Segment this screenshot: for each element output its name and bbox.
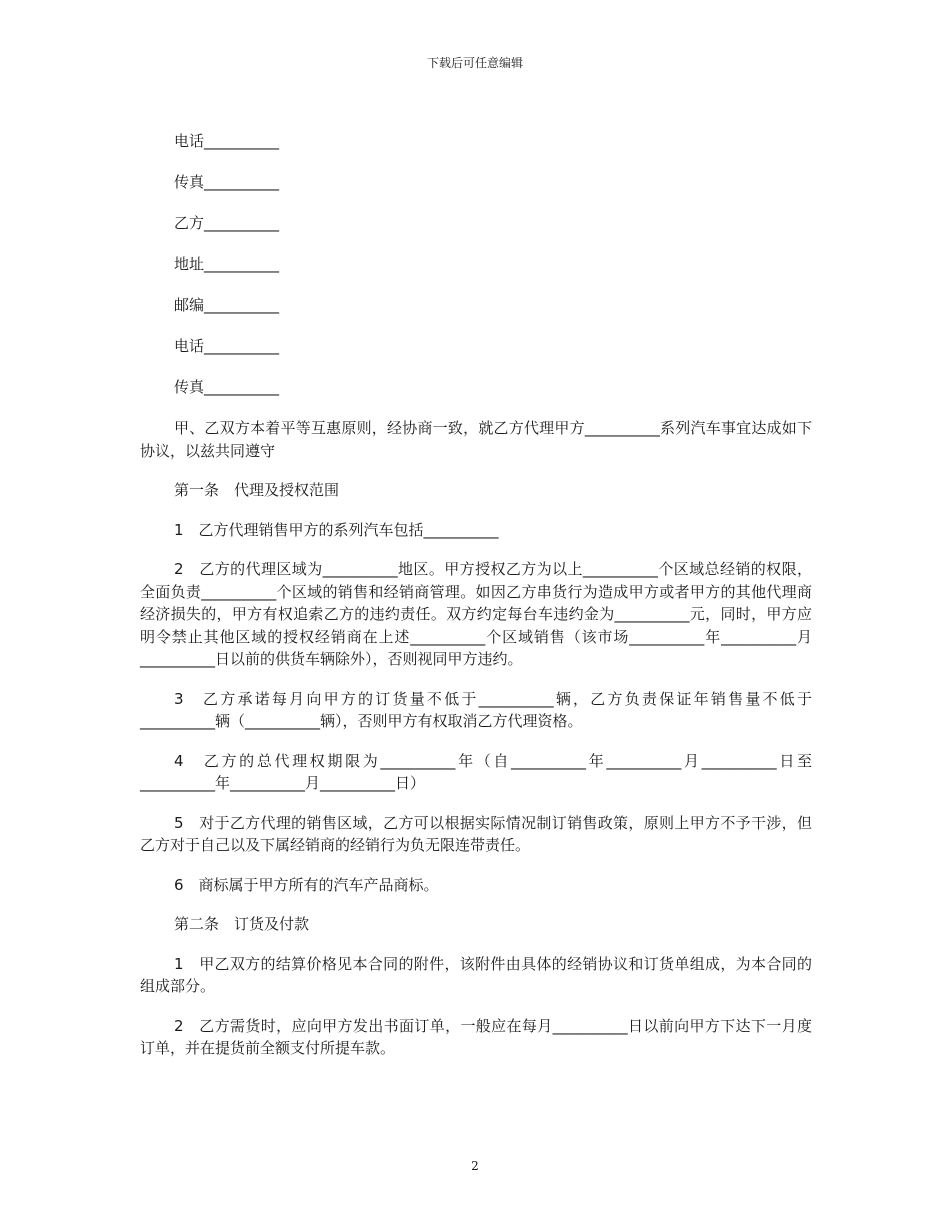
- clause-paragraph: 5 对于乙方代理的销售区域，乙方可以根据实际情况制订销售政策，原则上甲方不予干涉，但乙方对于自己以及下属经销商的经销行为负无限连带责任。: [140, 813, 812, 854]
- clause-paragraph: 6 商标属于甲方所有的汽车产品商标。: [174, 875, 439, 894]
- party-b-field: 乙方__________: [174, 214, 280, 232]
- clause-paragraph: 1 甲乙双方的结算价格见本合同的附件，该附件由具体的经销协议和订货单组成，为本合同的组成部分。: [140, 954, 812, 995]
- clause-paragraph: 1 乙方代理销售甲方的系列汽车包括__________: [174, 520, 499, 539]
- document-body: [140, 130, 812, 1077]
- fax-field-party-b: 传真__________: [174, 378, 280, 396]
- postcode-field: 邮编__________: [174, 296, 280, 314]
- section-heading: 第一条 代理及授权范围: [174, 481, 340, 499]
- section-heading: 第二条 订货及付款: [174, 915, 310, 933]
- fax-field-party-a: 传真__________: [174, 173, 280, 191]
- clause-paragraph: 2 乙方的代理区域为__________地区。甲方授权乙方为以上__________个区域总经销的权限，全面负责__________个区域的销售和经销商管理。如因乙方串货行为造成甲方或者甲方的其他代理商经济损失的，甲方有权追索乙方的违约责任。双方约定每台车违约金为__________元，同时，甲方应明令禁止其他区域的授权经销商在上述__________个区域销售（该市场__________年__________月__________日以前的供货车辆除外），否则视同甲方违约。: [140, 560, 812, 668]
- page-header: 下载后可任意编辑: [426, 56, 523, 70]
- clause-paragraph: 2 乙方需货时，应向甲方发出书面订单，一般应在每月__________日以前向甲方下达下一月度订单，并在提货前全额支付所提车款。: [140, 1016, 812, 1057]
- address-field: 地址__________: [174, 255, 280, 273]
- page-number: 2: [471, 1159, 479, 1173]
- phone-field-party-a: 电话__________: [174, 132, 280, 150]
- clause-paragraph: 4 乙方的总代理权期限为__________年（自__________年__________月__________日至__________年__________月__________日）: [140, 751, 812, 792]
- intro-paragraph: 甲、乙双方本着平等互惠原则，经协商一致，就乙方代理甲方__________系列汽车事宜达成如下协议，以兹共同遵守: [140, 419, 812, 460]
- clause-paragraph: 3 乙方承诺每月向甲方的订货量不低于__________辆，乙方负责保证年销售量不低于__________辆（__________辆），否则甲方有权取消乙方代理资格。: [140, 689, 812, 730]
- phone-field-party-b: 电话__________: [174, 337, 280, 355]
